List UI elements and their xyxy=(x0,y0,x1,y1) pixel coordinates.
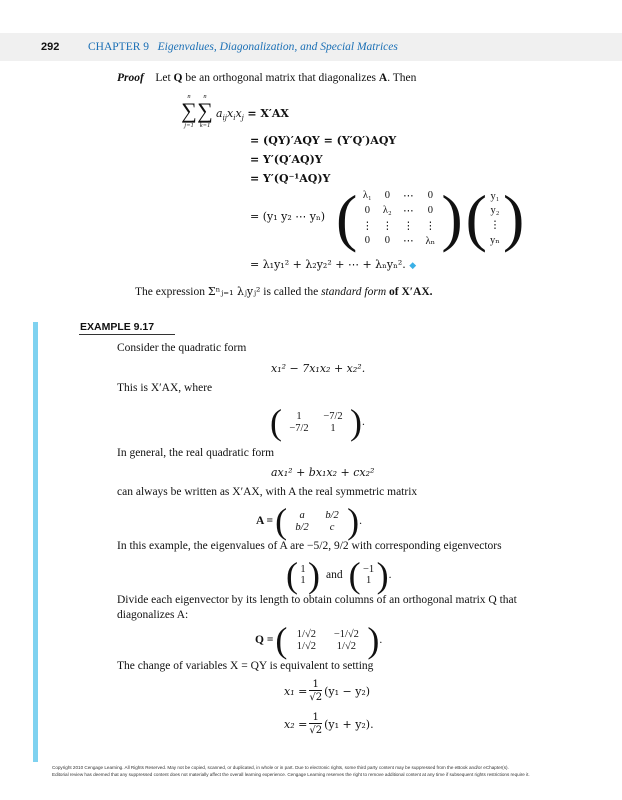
sf-text-3: of X′AX. xyxy=(386,286,433,298)
diag-cell: ⋮ xyxy=(425,220,436,232)
diag-cell: ⋯ xyxy=(403,235,414,247)
diag-cell: 0 xyxy=(364,234,370,246)
proof-line-2: = Y′(Q′AQ)Y xyxy=(250,153,323,166)
sum-expression: $a_{ij}x_ix_j = X'AX$ xyxy=(216,107,289,122)
eigenvectors: ( 1 1 ) and ( −1 1 ) . xyxy=(286,555,392,595)
page-number: 292 xyxy=(41,41,60,53)
proof-line-1: = (QY)′AQY = (Y′Q′)AQY xyxy=(250,134,397,147)
general-text: In general, the real quadratic form xyxy=(117,447,275,459)
diag-cell: λ₂ xyxy=(382,204,392,216)
q-cell: 1/√2 xyxy=(336,640,356,652)
eigen-text: In this example, the eigenvalues of A are −5/2, 9/2 with corresponding eigenvectors xyxy=(117,540,502,552)
sf-text-2: is called the xyxy=(260,286,322,298)
x2-equation xyxy=(284,712,374,736)
sum-lower-k: k=1 xyxy=(199,122,211,129)
diag-cell: 0 xyxy=(384,234,390,246)
vec2-cell: −1 xyxy=(363,564,375,575)
a2-cell: b/2 xyxy=(295,521,309,533)
running-header xyxy=(88,41,398,53)
sigma-icon: ∑ xyxy=(181,98,197,123)
x1-lhs: x₁ = xyxy=(284,684,308,698)
A-label: A = xyxy=(256,515,274,527)
frac-num: 1 xyxy=(312,712,319,723)
divide-text-2: diagonalizes A: xyxy=(117,609,189,621)
q-cell: −1/√2 xyxy=(333,628,359,640)
frac-num: 1 xyxy=(312,679,319,690)
change-text: The change of variables X = QY is equivalent to setting xyxy=(117,660,374,672)
sum-upper-k: n xyxy=(203,93,207,100)
example-underline xyxy=(79,334,175,335)
sf-term: standard form xyxy=(321,286,387,298)
a2-cell: b/2 xyxy=(325,509,339,521)
diag-cell: 0 xyxy=(384,189,390,201)
proof-text-3: . Then xyxy=(387,72,417,84)
standard-form-sentence xyxy=(135,285,433,298)
proof-text-1: Let xyxy=(155,72,174,84)
diag-cell: 0 xyxy=(427,189,433,201)
a1-cell: 1 xyxy=(330,422,336,434)
x1-rhs: (y₁ − y₂) xyxy=(324,684,371,698)
frac-den: √2 xyxy=(309,725,323,736)
x2-lhs: x₂ = xyxy=(284,717,308,731)
sum-upper-j: n xyxy=(187,93,191,100)
copyright-footer xyxy=(52,764,530,778)
sigma-icon: ∑ xyxy=(197,98,213,123)
diag-cell: λ₁ xyxy=(362,189,372,201)
x2-rhs: (y₁ + y₂). xyxy=(324,717,374,731)
diag-cell: λₙ xyxy=(425,235,436,247)
Q-label: Q = xyxy=(255,634,274,646)
diag-cell: ⋯ xyxy=(403,190,414,202)
this-is-text: This is X′AX, where xyxy=(117,382,213,394)
quadratic-form: x₁² − 7x₁x₂ + x₂². xyxy=(271,362,366,375)
diag-cell: 0 xyxy=(427,204,433,216)
always-text: can always be written as X′AX, with A the real symmetric matrix xyxy=(117,486,418,498)
vec2-cell: 1 xyxy=(365,575,372,586)
frac-den: √2 xyxy=(309,692,323,703)
double-sum xyxy=(181,93,289,129)
matrix-A2: A = ( a b/2 b/2 c ) . xyxy=(256,501,362,541)
proof-line-3: = Y′(Q⁻¹AQ)Y xyxy=(250,172,331,185)
col-vector-cell: y₁ xyxy=(490,190,500,202)
row-vector: = (y₁ y₂ ⋯ yₙ) xyxy=(250,210,326,223)
footer-line-2: Editorial review has deemed that any suppressed content does not materially affect the overall learning experience. Cengage Learning reserves the right to remove additional content at any time if subsequent rights restrictions require it. xyxy=(52,772,530,777)
sum-rhs: = X′AX xyxy=(247,107,289,120)
consider-text: Consider the quadratic form xyxy=(117,342,247,354)
diag-matrix: ( λ₁ 0 ⋯ 0 0 λ₂ ⋯ 0 ⋮ ⋮ ⋮ ⋮ 0 0 ⋯ λₙ ) ( y₁ y₂ ⋮ yₙ ) xyxy=(336,182,525,253)
a1-cell: 1 xyxy=(296,410,302,422)
proof-intro xyxy=(117,72,416,84)
diag-cell: ⋮ xyxy=(403,220,414,232)
chapter-title: Eigenvalues, Diagonalization, and Special Matrices xyxy=(157,41,398,53)
divide-text-1: Divide each eigenvector by its length to obtain columns of an orthogonal matrix Q that xyxy=(117,594,517,606)
a2-cell: a xyxy=(299,509,305,521)
proof-Q: Q xyxy=(173,72,183,84)
a2-cell: c xyxy=(329,521,335,533)
final-line-text: = λ₁y₁² + λ₂y₂² + ⋯ + λₙyₙ². xyxy=(250,258,406,271)
proof-label: Proof xyxy=(117,72,144,84)
sum-a: a xyxy=(216,107,223,120)
chapter-number: CHAPTER 9 xyxy=(88,41,150,53)
example-side-bar xyxy=(33,322,38,762)
matrix-Q: Q = ( 1/√2 −1/√2 1/√2 1/√2 ) . xyxy=(255,620,383,660)
example-label: EXAMPLE 9.17 xyxy=(80,321,155,333)
end-of-proof-diamond-icon: ◆ xyxy=(409,261,417,271)
proof-final-line xyxy=(250,258,416,271)
footer-line-1: Copyright 2010 Cengage Learning. All Rights Reserved. May not be copied, scanned, or duplicated, in whole or in part. Due to electronic rights, some third party content may be suppressed from the eBook and/or eChapter(s). xyxy=(52,765,509,770)
a1-cell: −7/2 xyxy=(289,422,309,434)
q-cell: 1/√2 xyxy=(296,628,316,640)
sum-lower-j: j=1 xyxy=(184,122,194,129)
q-cell: 1/√2 xyxy=(296,640,316,652)
matrix-A1: ( 1 −7/2 −7/2 1 ) . xyxy=(270,402,365,442)
proof-A: A xyxy=(378,72,388,84)
general-form: ax₁² + bx₁x₂ + cx₂² xyxy=(271,466,375,479)
diag-cell: ⋮ xyxy=(382,220,393,232)
col-vector-cell: yₙ xyxy=(490,234,500,246)
vec1-cell: 1 xyxy=(300,575,306,586)
col-vector-cell: ⋮ xyxy=(489,219,501,231)
proof-text-2: be an orthogonal matrix that diagonalizes xyxy=(182,72,379,84)
x1-equation xyxy=(284,679,370,703)
diag-cell: ⋯ xyxy=(403,205,414,217)
fraction xyxy=(309,712,322,736)
vec1-cell: 1 xyxy=(300,564,306,575)
and-word: and xyxy=(326,569,343,581)
diag-cell: ⋮ xyxy=(362,220,373,232)
a1-cell: −7/2 xyxy=(323,410,343,422)
sf-text-1: The expression xyxy=(135,286,208,298)
sf-sum: Σⁿⱼ₌₁ λⱼyⱼ² xyxy=(207,285,261,298)
col-vector-cell: y₂ xyxy=(490,204,500,216)
fraction xyxy=(309,679,322,703)
diag-cell: 0 xyxy=(364,204,370,216)
